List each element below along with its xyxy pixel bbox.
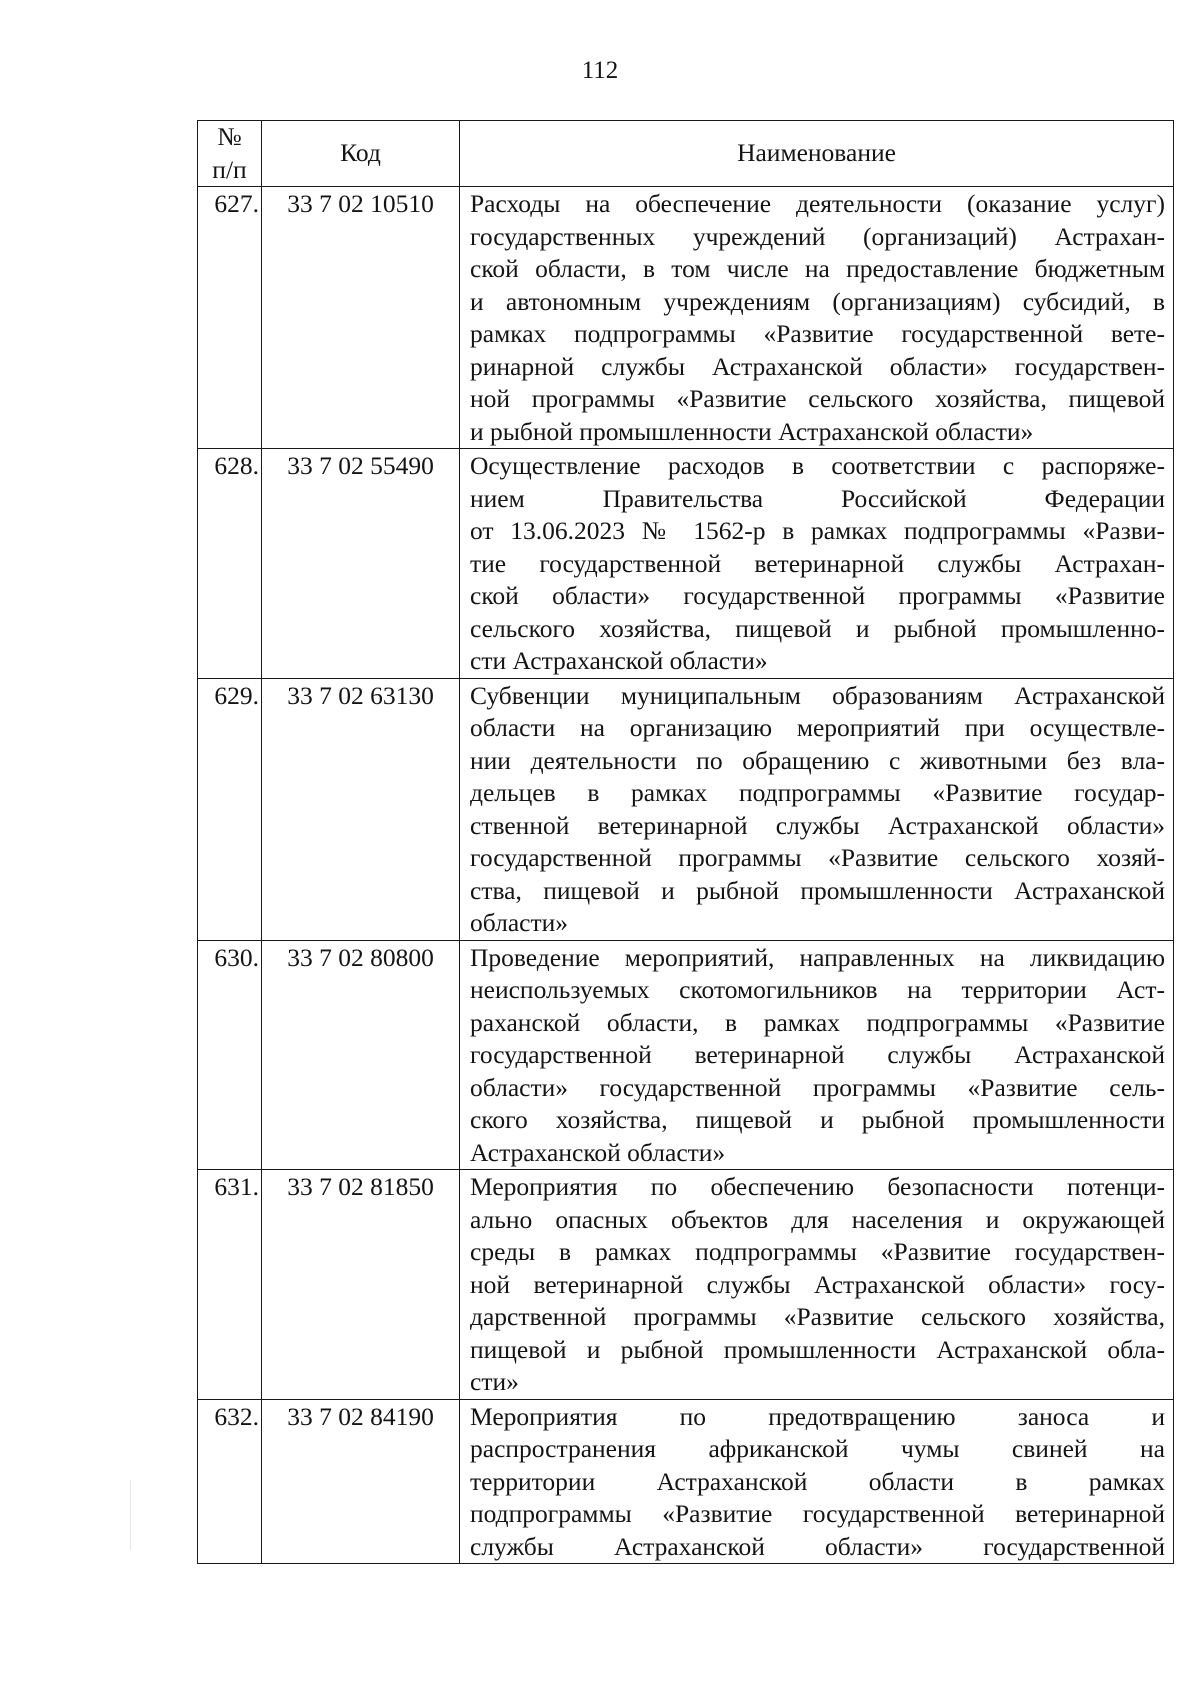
row-code: 33 7 02 80800 — [262, 940, 460, 1170]
row-name-line: рамках подпрограммы «Развитие государственной вете- — [470, 319, 1165, 348]
header-code: Код — [262, 121, 460, 187]
row-name-line: раханской области, в рамках подпрограммы «Развитие — [470, 1007, 1165, 1037]
row-number: 629. — [198, 678, 262, 940]
row-number: 630. — [198, 940, 262, 1170]
row-code: 33 7 02 55490 — [262, 449, 460, 679]
row-name-line: Проведение мероприятий, направленных на ликвидацию — [470, 942, 1165, 972]
row-name-line: ской области, в том числе на предоставление бюджетным — [470, 254, 1165, 283]
row-name-text — [470, 680, 1165, 940]
row-name — [460, 678, 1174, 940]
row-name-line: ной программы «Развитие сельского хозяйства, пищевой — [470, 384, 1165, 413]
page-number: 112 — [581, 57, 619, 84]
table-row — [198, 678, 1174, 940]
table-body — [198, 187, 1174, 1564]
row-name-line: ально опасных объектов для населения и окружающей — [470, 1204, 1165, 1234]
row-code: 33 7 02 10510 — [262, 187, 460, 449]
row-name-line: неиспользуемых скотомогильников на территории Аст- — [470, 975, 1165, 1004]
row-name-line: распространения африканской чумы свиней на — [470, 1434, 1165, 1463]
table-header — [198, 121, 1174, 187]
row-code: 33 7 02 81850 — [262, 1170, 460, 1400]
row-name-line: Расходы на обеспечение деятельности (оказание услуг) — [470, 189, 1165, 218]
row-name-line: ственной ветеринарной службы Астраханской области» — [470, 810, 1165, 840]
row-name-line: тие государственной ветеринарной службы Астрахан- — [470, 548, 1165, 578]
row-name-text — [470, 942, 1165, 1170]
row-name-line: среды в рамках подпрограммы «Развитие государствен- — [470, 1237, 1165, 1266]
row-name-text — [470, 1171, 1165, 1399]
row-name-line: ской области» государственной программы «Развитие — [470, 581, 1165, 610]
row-name-line: ства, пищевой и рыбной промышленности Астраханской — [470, 875, 1165, 905]
row-name-line: сти» — [470, 1367, 519, 1396]
row-number: 631. — [198, 1170, 262, 1400]
row-name — [460, 187, 1174, 449]
scan-margin-mark — [130, 1480, 131, 1550]
row-name — [460, 449, 1174, 679]
row-number: 628. — [198, 449, 262, 679]
row-name-line: службы Астраханской области» государственной — [470, 1531, 1165, 1561]
row-name-line: Мероприятия по обеспечению безопасности потенци- — [470, 1172, 1165, 1201]
row-name-line: и рыбной промышленности Астраханской области» — [470, 416, 1034, 446]
table-row — [198, 187, 1174, 449]
row-name-line: государственной ветеринарной службы Астраханской — [470, 1040, 1165, 1069]
row-name-line: ринарной службы Астраханской области» государствен- — [470, 351, 1165, 381]
row-name-line: нием Правительства Российской Федерации — [470, 483, 1165, 513]
row-name-line: подпрограммы «Развитие государственной ветеринарной — [470, 1499, 1165, 1528]
row-name — [460, 1170, 1174, 1400]
budget-codes-table — [197, 120, 1174, 1564]
row-name-line: ского хозяйства, пищевой и рыбной промышленности — [470, 1105, 1165, 1134]
row-name-line: Астраханской области» — [470, 1137, 726, 1167]
header-row — [198, 121, 1174, 187]
header-name: Наименование — [460, 121, 1174, 187]
table-row — [198, 940, 1174, 1170]
row-name-line: области» государственной программы «Развитие сель- — [470, 1072, 1165, 1102]
table-row — [198, 449, 1174, 679]
header-number — [198, 121, 262, 187]
row-name-line: Мероприятия по предотвращению заноса и — [470, 1401, 1165, 1431]
row-name — [460, 940, 1174, 1170]
header-number-line: № — [217, 122, 242, 151]
row-name-text — [470, 188, 1165, 448]
row-name-line: государственной программы «Развитие сельского хозяй- — [470, 843, 1165, 872]
row-name-text — [470, 1401, 1165, 1564]
row-name-text — [470, 450, 1165, 678]
row-name-line: Осуществление расходов в соответствии с распоряже- — [470, 451, 1165, 480]
row-name-line: Субвенции муниципальным образованиям Астраханской — [470, 680, 1165, 710]
row-code: 33 7 02 63130 — [262, 678, 460, 940]
row-name-line: области на организацию мероприятий при осуществле- — [470, 713, 1165, 742]
table-row — [198, 1399, 1174, 1564]
row-name-line: пищевой и рыбной промышленности Астраханской обла- — [470, 1334, 1165, 1364]
row-number: 632. — [198, 1399, 262, 1564]
row-name-line: сельского хозяйства, пищевой и рыбной промышленно- — [470, 613, 1165, 643]
row-name — [460, 1399, 1174, 1564]
row-code: 33 7 02 84190 — [262, 1399, 460, 1564]
row-name-line: от 13.06.2023 № 1562-р в рамках подпрограммы «Разви- — [470, 516, 1165, 545]
row-name-line: и автономным учреждениям (организациям) субсидий, в — [470, 286, 1165, 316]
row-name-line: области» — [470, 908, 568, 937]
row-name-line: нии деятельности по обращению с животными без вла- — [470, 745, 1165, 775]
row-name-line: ной ветеринарной службы Астраханской области» госу- — [470, 1269, 1165, 1299]
table-row — [198, 1170, 1174, 1400]
row-name-line: сти Астраханской области» — [470, 646, 768, 675]
row-name-line: дарственной программы «Развитие сельского хозяйства, — [470, 1302, 1165, 1331]
row-name-line: дельцев в рамках подпрограммы «Развитие государ- — [470, 778, 1165, 807]
header-number-line: п/п — [212, 154, 247, 184]
row-name-line: государственных учреждений (организаций) Астрахан- — [470, 221, 1165, 251]
row-number: 627. — [198, 187, 262, 449]
row-name-line: территории Астраханской области в рамках — [470, 1466, 1165, 1496]
